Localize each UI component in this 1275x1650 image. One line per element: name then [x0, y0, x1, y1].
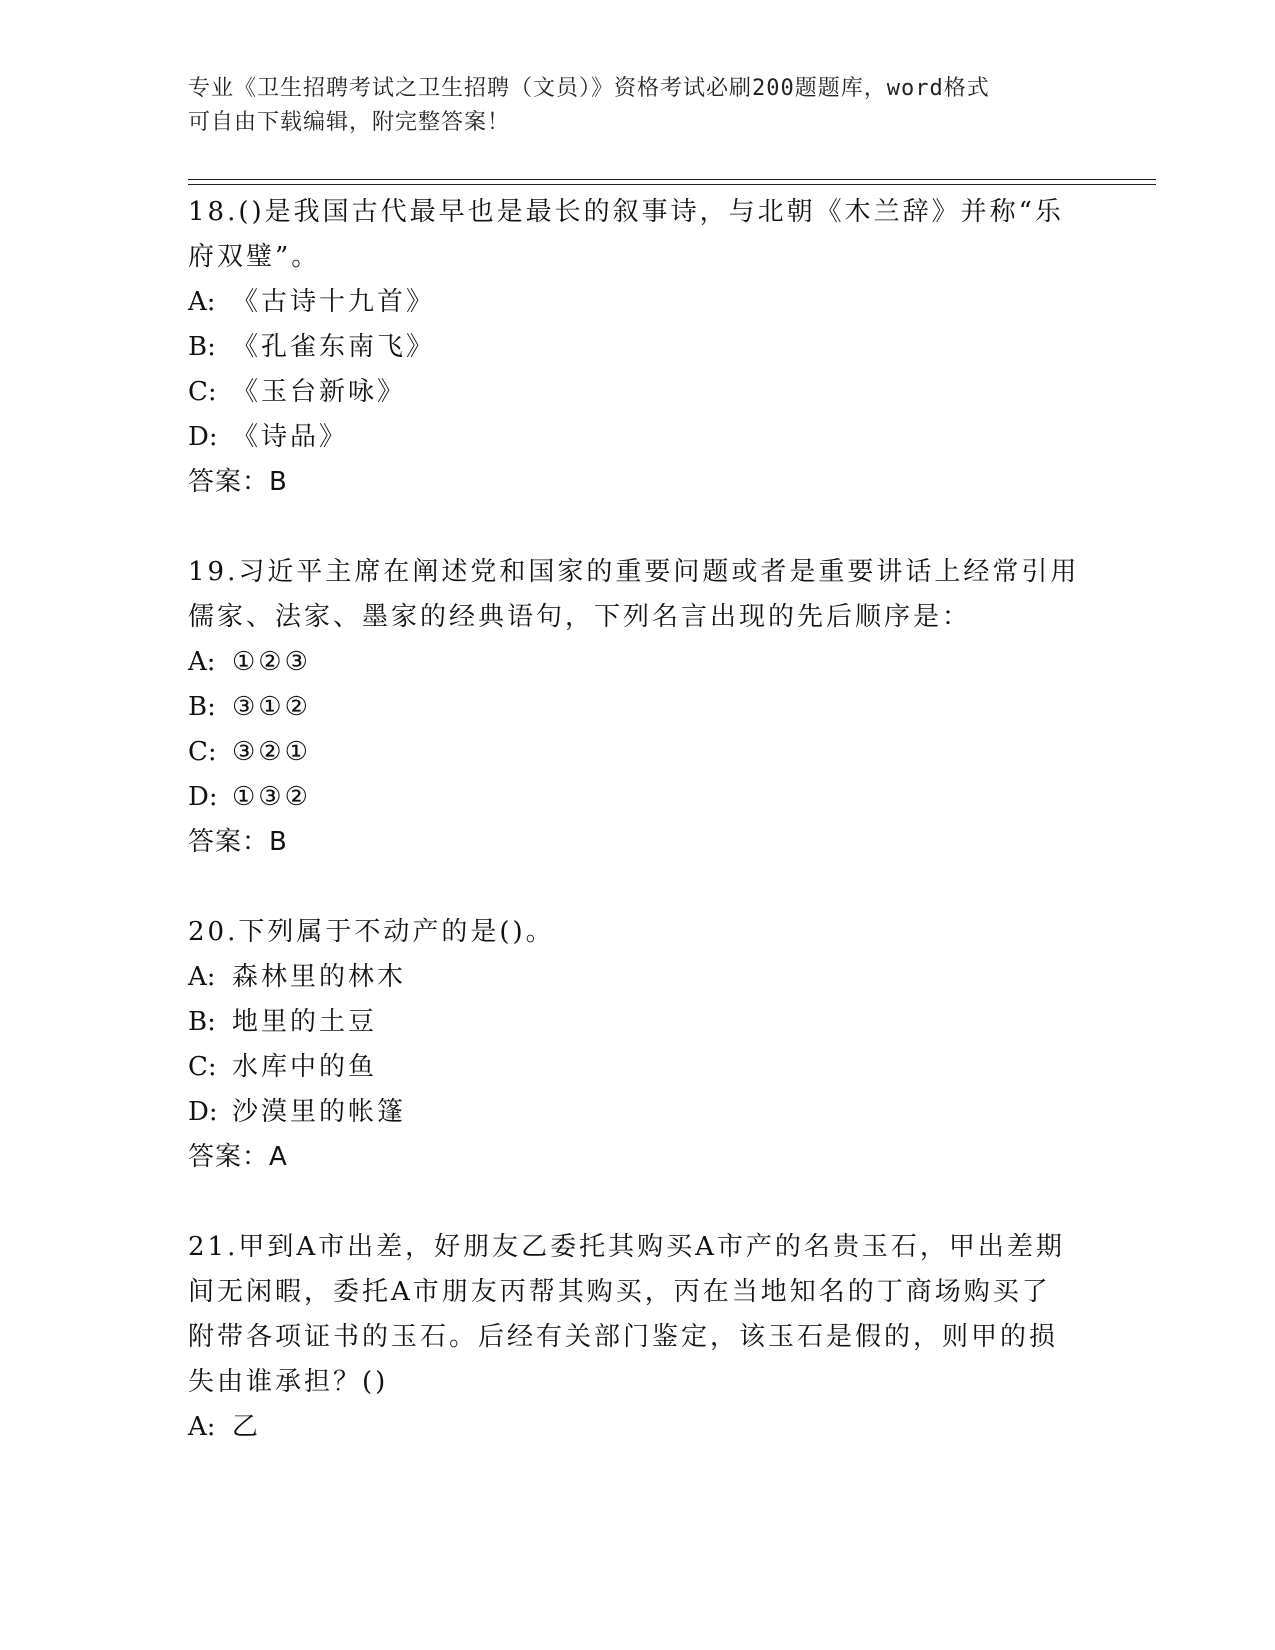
stem-line: 19.习近平主席在阐述党和国家的重要问题或者是重要讲话上经常引用	[188, 557, 1080, 587]
question-stem	[188, 1225, 1088, 1405]
option-text: 沙漠里的帐篷	[232, 1097, 407, 1127]
option-b	[188, 325, 1088, 370]
option-key: C:	[188, 377, 217, 407]
option-text: 《孔雀东南飞》	[232, 332, 436, 362]
question-stem	[188, 550, 1088, 640]
option-key: B:	[188, 332, 216, 362]
option-key: B:	[188, 1007, 216, 1037]
option-text: ③②①	[232, 737, 311, 767]
option-c	[188, 1045, 1088, 1090]
option-a	[188, 955, 1088, 1000]
answer: 答案：A	[188, 1142, 288, 1172]
option-text: 地里的土豆	[232, 1007, 378, 1037]
question-21	[188, 1225, 1088, 1450]
option-key: A:	[188, 1412, 216, 1442]
header-line-1: 专业《卫生招聘考试之卫生招聘（文员）》资格考试必刷200题题库，word格式	[188, 76, 990, 101]
option-text: 乙	[232, 1412, 262, 1442]
header-line-2: 可自由下载编辑，附完整答案！	[188, 110, 511, 135]
stem-line: 失由谁承担？()	[188, 1367, 389, 1397]
option-key: C:	[188, 737, 217, 767]
option-d	[188, 775, 1088, 820]
question-18	[188, 190, 1088, 505]
option-d	[188, 415, 1088, 460]
question-list	[188, 190, 1088, 1450]
option-text: 《古诗十九首》	[232, 287, 436, 317]
question-gap	[188, 505, 1088, 550]
option-text: 《玉台新咏》	[232, 377, 407, 407]
option-key: C:	[188, 1052, 217, 1082]
header-divider-top	[188, 179, 1156, 180]
option-c	[188, 370, 1088, 415]
stem-line: 18.()是我国古代最早也是最长的叙事诗，与北朝《木兰辞》并称“乐	[188, 197, 1064, 227]
stem-line: 间无闲暇，委托A市朋友丙帮其购买，丙在当地知名的丁商场购买了	[188, 1277, 1051, 1307]
option-b	[188, 1000, 1088, 1045]
answer: 答案：B	[188, 467, 288, 497]
option-text: 《诗品》	[232, 422, 349, 452]
stem-line: 20.下列属于不动产的是()。	[188, 917, 555, 947]
question-stem	[188, 190, 1088, 280]
document-header	[188, 72, 1068, 140]
option-key: B:	[188, 692, 216, 722]
option-key: D:	[188, 1097, 218, 1127]
option-a	[188, 1405, 1088, 1450]
answer: 答案：B	[188, 827, 288, 857]
option-key: D:	[188, 782, 218, 812]
option-text: ③①②	[232, 692, 311, 722]
option-b	[188, 685, 1088, 730]
option-text: ①③②	[232, 782, 311, 812]
option-a	[188, 280, 1088, 325]
stem-line: 附带各项证书的玉石。后经有关部门鉴定，该玉石是假的，则甲的损	[188, 1322, 1059, 1352]
option-text: 水库中的鱼	[232, 1052, 378, 1082]
question-19	[188, 550, 1088, 865]
question-gap	[188, 1180, 1088, 1225]
stem-line: 儒家、法家、墨家的经典语句，下列名言出现的先后顺序是：	[188, 602, 972, 632]
option-a	[188, 640, 1088, 685]
option-key: A:	[188, 287, 216, 317]
stem-line: 府双璧”。	[188, 242, 321, 272]
option-c	[188, 730, 1088, 775]
option-text: ①②③	[232, 647, 311, 677]
question-20	[188, 910, 1088, 1180]
header-divider-bottom	[188, 184, 1156, 185]
option-d	[188, 1090, 1088, 1135]
stem-line: 21.甲到A市出差，好朋友乙委托其购买A市产的名贵玉石，甲出差期	[188, 1232, 1065, 1262]
option-key: A:	[188, 647, 216, 677]
option-key: D:	[188, 422, 218, 452]
option-key: A:	[188, 962, 216, 992]
option-text: 森林里的林木	[232, 962, 407, 992]
question-stem	[188, 910, 1088, 955]
question-gap	[188, 865, 1088, 910]
